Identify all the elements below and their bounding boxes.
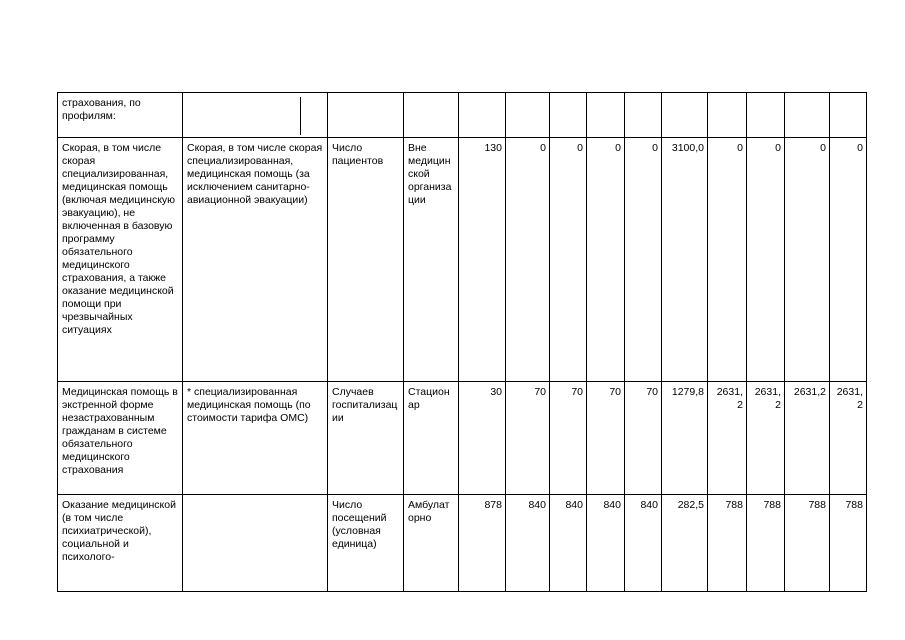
cell-unit: Случаев госпитализац ии [328, 382, 404, 495]
cell-condition: Вне медицин ской организа ции [404, 138, 459, 382]
cell-value: 2631, 2 [830, 382, 867, 495]
cell-value: 0 [550, 138, 587, 382]
cell-value: 788 [747, 495, 785, 592]
cell-value: 1279,8 [662, 382, 708, 495]
cell-care-profile [183, 495, 328, 592]
cell-unit: Число пациентов [328, 138, 404, 382]
cell-value: 0 [785, 138, 830, 382]
cell-care-type: Скорая, в том числе скорая специализированная, медицинская помощь (включая медицинскую эвакуацию), не включенная в базовую программу обязательного медицинского страхования, а также оказание медицинской помощи при чрезвычайных ситуациях [58, 138, 183, 382]
table-row [58, 382, 867, 495]
cell-value: 0 [830, 138, 867, 382]
cell-value [459, 93, 506, 138]
cell-value: 0 [708, 138, 747, 382]
cell-value: 878 [459, 495, 506, 592]
cell-value: 70 [550, 382, 587, 495]
cell-value: 2631,2 [785, 382, 830, 495]
cell-value: 130 [459, 138, 506, 382]
cell-value: 788 [830, 495, 867, 592]
cell-value [587, 93, 625, 138]
cell-value: 788 [785, 495, 830, 592]
cell-value: 0 [747, 138, 785, 382]
cell-value [506, 93, 550, 138]
cell-condition: Амбулат орно [404, 495, 459, 592]
split-cell-right [301, 97, 324, 135]
cell-value: 2631, 2 [747, 382, 785, 495]
cell-condition [404, 93, 459, 138]
cell-value [785, 93, 830, 138]
cell-value: 3100,0 [662, 138, 708, 382]
cell-unit: Число посещений (условная единица) [328, 495, 404, 592]
cell-value: 0 [506, 138, 550, 382]
cell-care-profile: Скорая, в том числе скорая специализированная, медицинская помощь (за исключением санитарно-авиационной эвакуации) [183, 138, 328, 382]
cell-value: 0 [625, 138, 662, 382]
cell-value: 70 [587, 382, 625, 495]
cell-value: 30 [459, 382, 506, 495]
cell-care-type: Оказание медицинской (в том числе психиатрической), социальной и психолого- [58, 495, 183, 592]
cell-value [625, 93, 662, 138]
cell-unit [328, 93, 404, 138]
cell-value [830, 93, 867, 138]
cell-care-type: Медицинская помощь в экстренной форме незастрахованным гражданам в системе обязательного медицинского страхования [58, 382, 183, 495]
cell-value: 282,5 [662, 495, 708, 592]
cell-value: 840 [625, 495, 662, 592]
cell-value [550, 93, 587, 138]
document-table [57, 92, 867, 592]
cell-value: 840 [550, 495, 587, 592]
split-cell-left [187, 97, 301, 135]
table-row [58, 495, 867, 592]
table-row [58, 138, 867, 382]
cell-value [747, 93, 785, 138]
cell-value: 840 [506, 495, 550, 592]
cell-value: 2631, 2 [708, 382, 747, 495]
cell-care-profile: * специализированная медицинская помощь (по стоимости тарифа ОМС) [183, 382, 328, 495]
cell-value: 840 [587, 495, 625, 592]
cell-care-profile [183, 93, 328, 138]
cell-condition: Стацион ар [404, 382, 459, 495]
cell-value: 788 [708, 495, 747, 592]
cell-value [662, 93, 708, 138]
cell-care-type: страхования, по профилям: [58, 93, 183, 138]
cell-value [708, 93, 747, 138]
table-row [58, 93, 867, 138]
cell-value: 70 [625, 382, 662, 495]
split-cell [187, 97, 324, 135]
cell-value: 70 [506, 382, 550, 495]
cell-value: 0 [587, 138, 625, 382]
